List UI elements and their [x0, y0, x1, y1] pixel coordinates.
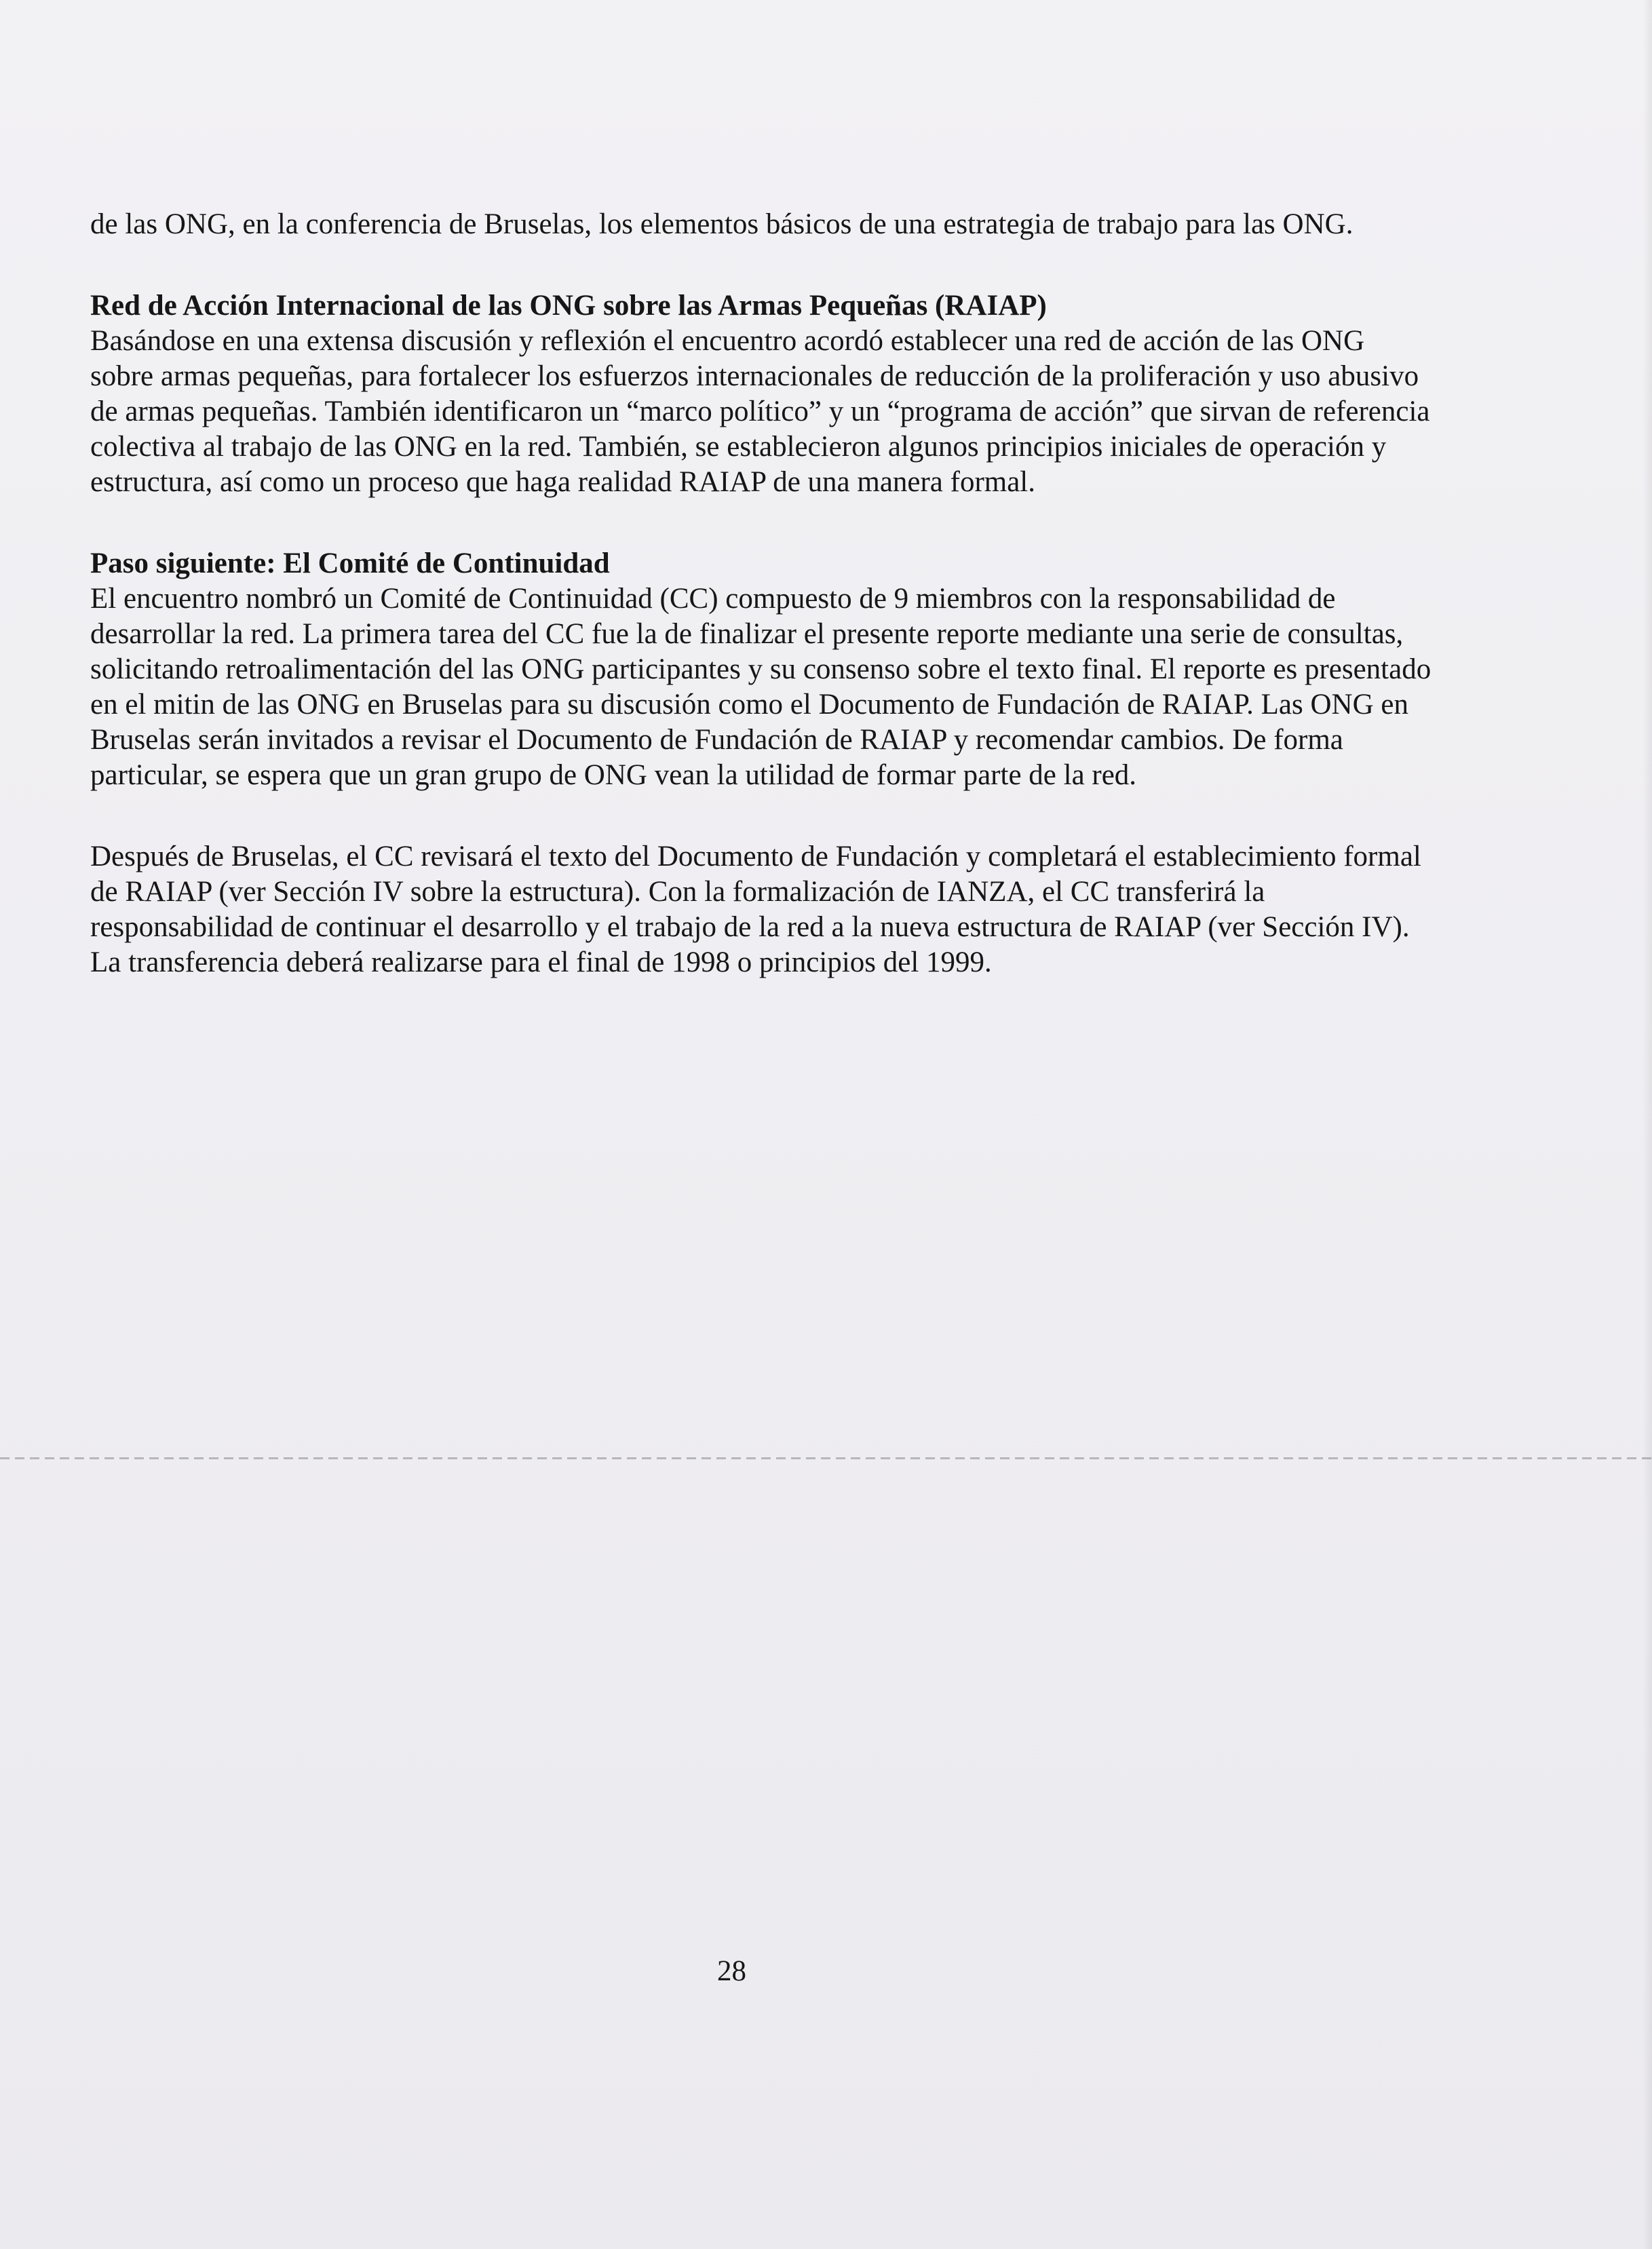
page-edge-shadow — [1643, 0, 1652, 2249]
paragraph-spacer — [90, 500, 1434, 546]
body-text — [90, 207, 1434, 980]
section-heading-raiap: Red de Acción Internacional de las ONG sobre las Armas Pequeñas (RAIAP) — [90, 290, 1047, 322]
after-brussels-paragraph: Después de Bruselas, el CC revisará el texto del Documento de Fundación y completará el establecimiento formal de RAIAP (ver Sección IV sobre la estructura). Con la formalización de IANZA, el CC transferirá la responsabilidad de continuar el desarrollo y el trabajo de la red a la nueva estructura de RAIAP (ver Sección IV). La transferencia deberá realizarse para el final de 1998 o principios del 1999. — [90, 841, 1421, 978]
intro-paragraph: de las ONG, en la conferencia de Bruselas, los elementos básicos de una estrategia de trabajo para las ONG. — [90, 208, 1353, 240]
paragraph-spacer — [90, 242, 1434, 288]
committee-paragraph: El encuentro nombró un Comité de Continuidad (CC) compuesto de 9 miembros con la responsabilidad de desarrollar la red. La primera tarea del CC fue la de finalizar el presente reporte mediante una serie de consultas, solicitando retroalimentación del las ONG participantes y su consenso sobre el texto final. El reporte es presentado en el mitin de las ONG en Bruselas para su discusión como el Documento de Fundación de RAIAP. Las ONG en Bruselas serán invitados a revisar el Documento de Fundación de RAIAP y recomendar cambios. De forma particular, se espera que un gran grupo de ONG vean la utilidad de formar parte de la red. — [90, 583, 1432, 791]
raiap-paragraph: Basándose en una extensa discusión y reflexión el encuentro acordó establecer una red de acción de las ONG sobre armas pequeñas, para fortalecer los esfuerzos internacionales de reducción de la proliferación y uso abusivo de armas pequeñas. También identificaron un “marco político” y un “programa de acción” que sirvan de referencia colectiva al trabajo de las ONG en la red. También, se establecieron algunos principios iniciales de operación y estructura, así como un proceso que haga realidad RAIAP de una manera formal. — [90, 325, 1430, 498]
paragraph-spacer — [90, 793, 1434, 839]
scan-fold-line — [0, 1457, 1652, 1459]
page-number: 28 — [717, 1955, 746, 1987]
section-heading-next-step: Paso siguiente: El Comité de Continuidad — [90, 547, 610, 579]
